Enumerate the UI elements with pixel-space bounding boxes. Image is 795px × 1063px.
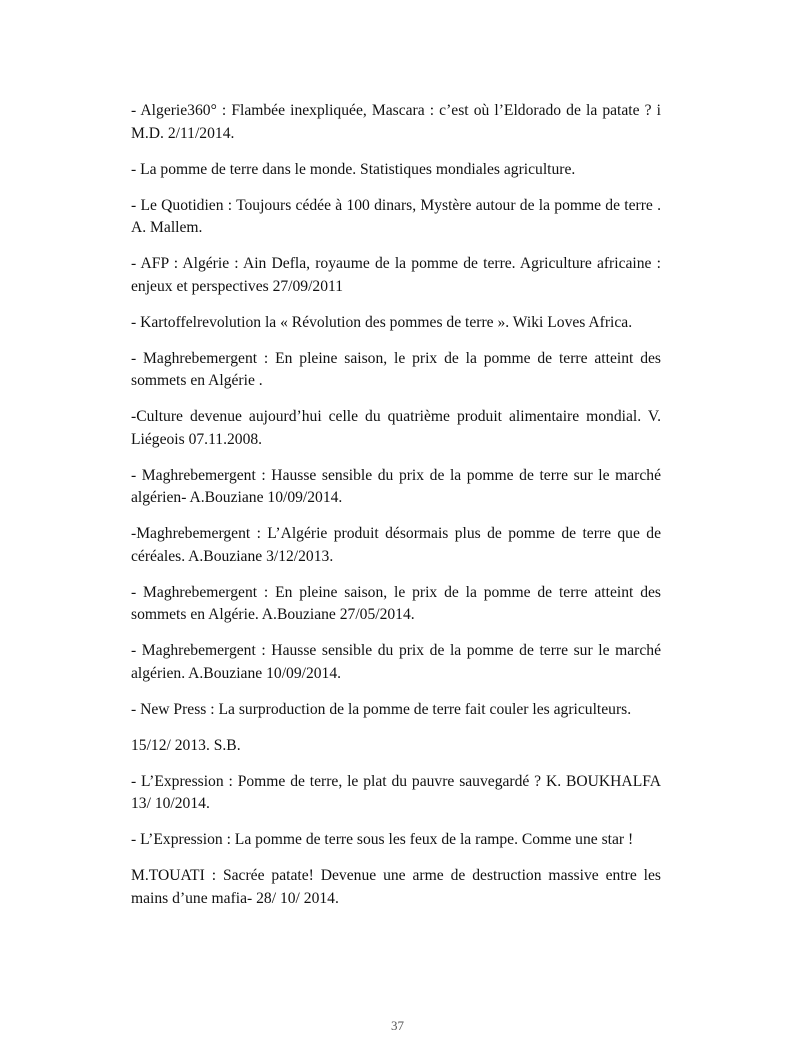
reference-item: -Maghrebemergent : L’Algérie produit désormais plus de pomme de terre que de céréales. A.Bouziane 3/12/2013. [131, 525, 661, 565]
reference-item: M.TOUATI : Sacrée patate! Devenue une arme de destruction massive entre les mains d’une mafia- 28/ 10/ 2014. [131, 867, 661, 907]
reference-item: - Maghrebemergent : En pleine saison, le prix de la pomme de terre atteint des sommets en Algérie. A.Bouziane 27/05/2014. [131, 583, 661, 623]
reference-item: - Le Quotidien : Toujours cédée à 100 dinars, Mystère autour de la pomme de terre . A. Mallem. [131, 196, 661, 236]
page-number: 37 [391, 1018, 404, 1033]
reference-item: - La pomme de terre dans le monde. Statistiques mondiales agriculture. [131, 160, 576, 178]
reference-item: - Maghrebemergent : En pleine saison, le prix de la pomme de terre atteint des sommets en Algérie . [131, 349, 661, 389]
reference-item: - Maghrebemergent : Hausse sensible du prix de la pomme de terre sur le marché algérien. A.Bouziane 10/09/2014. [131, 642, 661, 682]
reference-list [131, 100, 661, 924]
reference-item: - Maghrebemergent : Hausse sensible du prix de la pomme de terre sur le marché algérien- A.Bouziane 10/09/2014. [131, 466, 661, 506]
reference-item: - Kartoffelrevolution la « Révolution des pommes de terre ». Wiki Loves Africa. [131, 313, 633, 331]
reference-item: - Algerie360° : Flambée inexpliquée, Mascara : c’est où l’Eldorado de la patate ? i M.D. 2/11/2014. [131, 102, 661, 142]
reference-item: -Culture devenue aujourd’hui celle du quatrième produit alimentaire mondial. V. Liégeois 07.11.2008. [131, 408, 661, 448]
reference-item: - New Press : La surproduction de la pomme de terre fait couler les agriculteurs. [131, 700, 632, 718]
reference-item: - L’Expression : Pomme de terre, le plat du pauvre sauvegardé ? K. BOUKHALFA 13/ 10/2014. [131, 772, 661, 812]
reference-item: 15/12/ 2013. S.B. [131, 736, 241, 754]
reference-item: - AFP : Algérie : Ain Defla, royaume de la pomme de terre. Agriculture africaine : enjeux et perspectives 27/09/2011 [131, 255, 661, 295]
reference-item: - L’Expression : La pomme de terre sous les feux de la rampe. Comme une star ! [131, 831, 634, 848]
